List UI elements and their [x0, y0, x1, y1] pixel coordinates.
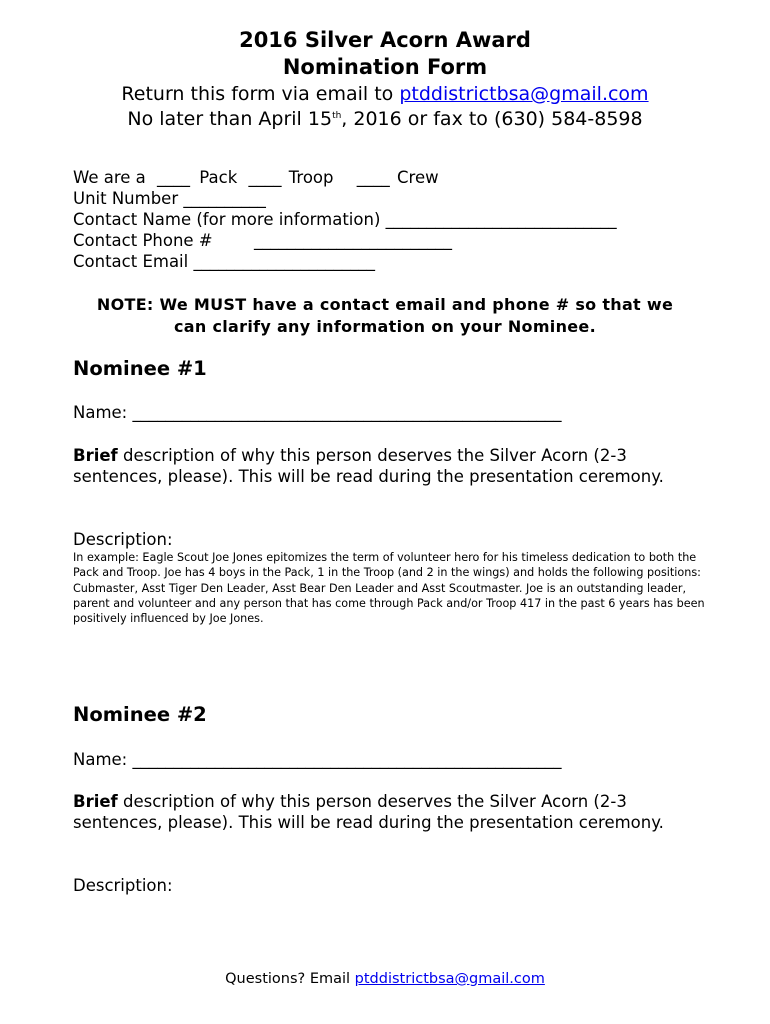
- nominee2-brief-instruction: [73, 791, 713, 833]
- note-line1: NOTE: We MUST have a contact email and phone # so that we: [96, 295, 674, 314]
- nominee2-description-label: Description:: [73, 876, 173, 895]
- footer-prefix: Questions? Email: [225, 971, 355, 987]
- we-are-label: We are a: [73, 168, 146, 187]
- troop-blank[interactable]: ____: [248, 168, 282, 187]
- deadline-line: [0, 108, 770, 130]
- nominee1-description-label: Description:: [73, 530, 173, 549]
- nominee1-heading: Nominee #1: [73, 357, 207, 380]
- nominee1-example-text: In example: Eagle Scout Joe Jones epitomizes the term of volunteer hero for his timeless dedication to both the Pack and Troop. Joe has 4 boys in the Pack, 1 in the Troop (and 2 in the wings) and holds the following positions: Cubmaster, Asst Tiger Den Leader, Asst Bear Den Leader and Asst Scoutmaster. Joe is an outstanding leader, parent and volunteer and any person that has come through Pack and/or Troop 417 in the past 6 years has been positively influenced by Joe Jones.: [73, 551, 705, 626]
- contact-email-field[interactable]: Contact Email ______________________: [73, 252, 375, 271]
- pack-label: Pack: [199, 168, 238, 187]
- return-prefix: Return this form via email to: [121, 83, 400, 105]
- footer-questions: [0, 971, 770, 987]
- nominee2-name-field[interactable]: Name: ____________________________________________________: [73, 750, 562, 769]
- deadline-prefix: No later than April 15: [127, 108, 333, 130]
- form-title-line1: 2016 Silver Acorn Award: [239, 28, 531, 52]
- crew-blank[interactable]: ____: [356, 168, 390, 187]
- unit-number-field[interactable]: Unit Number __________: [73, 189, 266, 208]
- contact-phone-field[interactable]: ________________________: [254, 231, 452, 250]
- troop-label: Troop: [288, 168, 334, 187]
- nominee2-brief-text: description of why this person deserves the Silver Acorn (2-3 sentences, please). This will be read during the presentation ceremony.: [73, 792, 664, 832]
- nominee2-brief-bold: Brief: [73, 792, 118, 811]
- return-email-link[interactable]: ptddistrictbsa@gmail.com: [399, 83, 649, 105]
- deadline-suffix: , 2016 or fax to (630) 584-8598: [341, 108, 643, 130]
- nominee1-brief-bold: Brief: [73, 446, 118, 465]
- deadline-sup: th: [332, 111, 342, 121]
- contact-phone-label: Contact Phone #: [73, 231, 213, 250]
- nominee2-heading: Nominee #2: [73, 703, 207, 726]
- nominee1-name-field[interactable]: Name: ____________________________________________________: [73, 403, 562, 422]
- footer-email-link[interactable]: ptddistrictbsa@gmail.com: [354, 971, 545, 987]
- nominee1-brief-instruction: [73, 445, 713, 487]
- form-title-line2: Nomination Form: [282, 55, 488, 79]
- contact-name-field[interactable]: Contact Name (for more information) ____________________________: [73, 210, 617, 229]
- nominee1-brief-text: description of why this person deserves the Silver Acorn (2-3 sentences, please). This will be read during the presentation ceremony.: [73, 446, 664, 486]
- crew-label: Crew: [397, 168, 439, 187]
- unit-type-line: [73, 168, 439, 187]
- return-instruction: [0, 83, 770, 105]
- note-line2: can clarify any information on your Nominee.: [174, 317, 596, 336]
- pack-blank[interactable]: ____: [157, 168, 191, 187]
